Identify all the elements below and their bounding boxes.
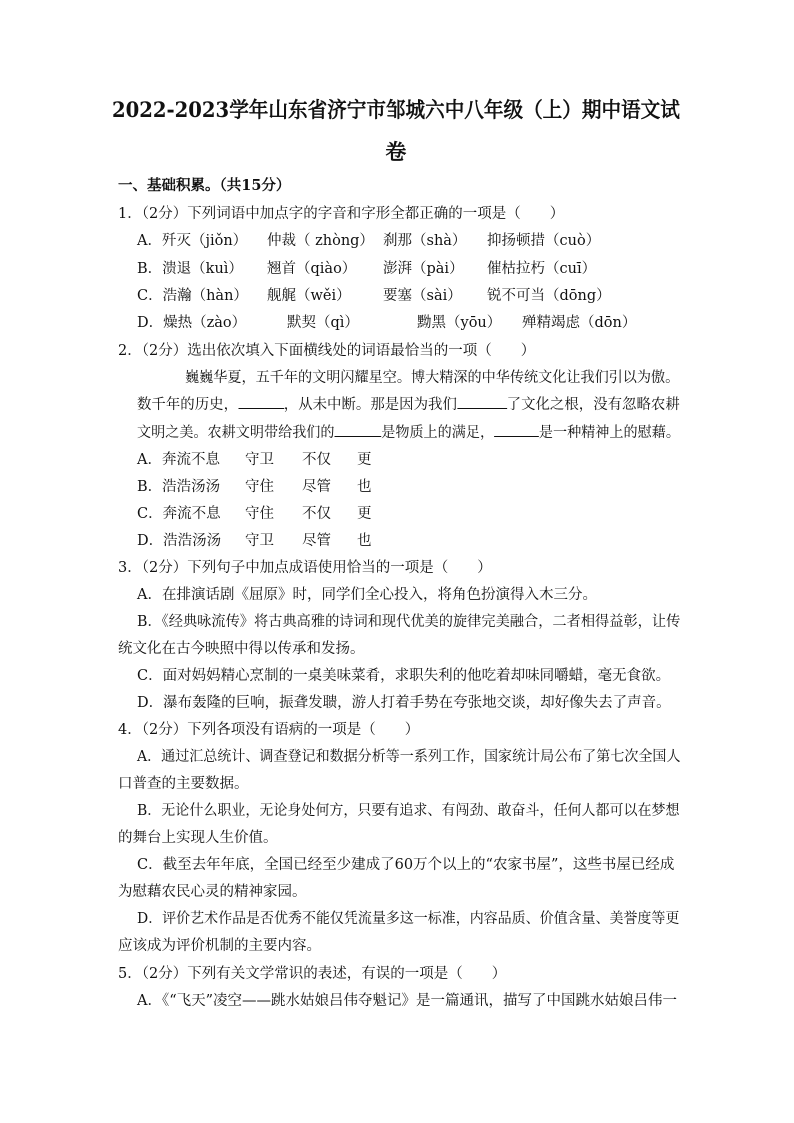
option-part: 守卫 <box>245 533 274 549</box>
question-4-option-d-continued: 应该成为评价机制的主要内容。 <box>118 938 321 954</box>
option-part: 尽管 <box>302 533 331 549</box>
question-4-option-c: C．截至去年年底，全国已经至少建成了60万个以上的“农家书屋”，这些书屋已经成 <box>137 857 675 873</box>
option-part: 守住 <box>245 506 274 522</box>
question-3-option-b-continued: 统文化在古今映照中得以传承和发扬。 <box>118 641 365 657</box>
question-4-stem: 4．（2分）下列各项没有语病的一项是（ ） <box>118 722 420 738</box>
option-part: A．奔流不息 <box>137 452 220 468</box>
option-part: 要塞（sài） <box>383 288 462 304</box>
question-3-stem: 3．（2分）下列句子中加点成语使用恰当的一项是（ ） <box>118 560 492 576</box>
option-part: 也 <box>357 479 372 495</box>
question-4-option-b-continued: 的舞台上实现人生价值。 <box>118 830 278 846</box>
passage-text: 了文化之根，没有忽略农耕 <box>506 397 680 413</box>
question-4-option-d: D．评价艺术作品是否优秀不能仅凭流量多这一标准，内容品质、价值含量、美誉度等更 <box>137 911 680 927</box>
exam-title-continued: 卷 <box>385 139 407 164</box>
option-part: B．浩浩汤汤 <box>137 479 221 495</box>
option-part: D．燥热（zào） <box>137 315 247 331</box>
option-part: 殚精竭虑（dōn） <box>522 315 637 331</box>
question-5-stem: 5．（2分）下列有关文学常识的表述，有误的一项是（ ） <box>118 966 507 982</box>
option-part: A．歼灭（jiǒn） <box>137 233 248 249</box>
question-3-option-d: D．瀑布轰隆的巨响，振聋发聩，游人打着手势在夸张地交谈，却好像失去了声音。 <box>137 695 671 711</box>
option-part: B．溃退（kuì） <box>137 261 243 277</box>
option-part: C．浩瀚（hàn） <box>137 288 248 304</box>
option-part: 翘首（qiào） <box>267 261 357 277</box>
option-part: 也 <box>357 533 372 549</box>
option-part: 仲裁（ zhòng） <box>267 233 374 249</box>
fill-blank <box>238 396 284 409</box>
option-part: 刹那（shà） <box>383 233 467 249</box>
exam-title: 2022-2023学年山东省济宁市邹城六中八年级（上）期中语文试 <box>112 97 680 122</box>
option-part: 澎湃（pài） <box>383 261 464 277</box>
fill-blank <box>335 424 382 437</box>
question-5-option-a: A．《“飞天”凌空——跳水姑娘吕伟夺魁记》是一篇通讯，描写了中国跳水姑娘吕伟一 <box>137 993 678 1009</box>
option-part: 守住 <box>245 479 274 495</box>
fill-blank <box>457 396 507 409</box>
option-part: 黝黑（yōu） <box>417 315 502 331</box>
question-4-option-c-continued: 为慰藉农民心灵的精神家园。 <box>118 884 307 900</box>
question-1-stem: 1．（2分）下列词语中加点字的字音和字形全都正确的一项是（ ） <box>118 206 565 222</box>
question-2-passage-line: 巍巍华夏，五千年的文明闪耀星空。博大精深的中华传统文化让我们引以为傲。 <box>185 370 680 386</box>
option-part: D．浩浩汤汤 <box>137 533 222 549</box>
fill-blank <box>494 424 539 437</box>
passage-text: ，从未中断。那是因为我们 <box>283 397 457 413</box>
question-3-option-a: A．在排演话剧《屈原》时，同学们全心投入，将角色扮演得入木三分。 <box>137 587 597 603</box>
question-4-option-a: A．通过汇总统计、调查登记和数据分析等一系列工作，国家统计局公布了第七次全国人 <box>137 749 681 765</box>
question-2-passage-line <box>137 393 680 414</box>
passage-text: 是物质上的满足， <box>381 425 495 441</box>
option-part: 不仅 <box>302 506 331 522</box>
option-part: 更 <box>357 452 372 468</box>
passage-text: 数千年的历史， <box>137 397 238 413</box>
option-part: 锐不可当（dōng） <box>487 288 611 304</box>
option-part: 尽管 <box>302 479 331 495</box>
option-part: 默契（qì） <box>287 315 359 331</box>
passage-text: 是一种精神上的慰藉。 <box>538 425 680 441</box>
option-part: 舰艉（wěi） <box>267 288 351 304</box>
option-part: 催枯拉朽（cuī） <box>487 261 597 277</box>
passage-text: 文明之美。农耕文明带给我们的 <box>137 425 335 441</box>
option-part: C．奔流不息 <box>137 506 221 522</box>
option-part: 守卫 <box>245 452 274 468</box>
option-part: 不仅 <box>302 452 331 468</box>
question-4-option-a-continued: 口普查的主要数据。 <box>118 776 249 792</box>
option-part: 更 <box>357 506 372 522</box>
question-3-option-c: C．面对妈妈精心烹制的一桌美味菜肴，求职失利的他吃着却味同嚼蜡，毫无食欲。 <box>137 668 671 684</box>
question-4-option-b: B．无论什么职业，无论身处何方，只要有追求、有闯劲、敢奋斗，任何人都可以在梦想 <box>137 803 680 819</box>
option-part: 抑扬顿措（cuò） <box>487 233 601 249</box>
question-2-passage-line <box>137 421 680 442</box>
question-3-option-b: B．《经典咏流传》将古典高雅的诗词和现代优美的旋律完美融合，二者相得益彰，让传 <box>137 614 681 630</box>
question-2-stem: 2．（2分）选出依次填入下面横线处的词语最恰当的一项（ ） <box>118 343 536 359</box>
section-heading: 一、基础积累。（共15分） <box>118 177 291 194</box>
